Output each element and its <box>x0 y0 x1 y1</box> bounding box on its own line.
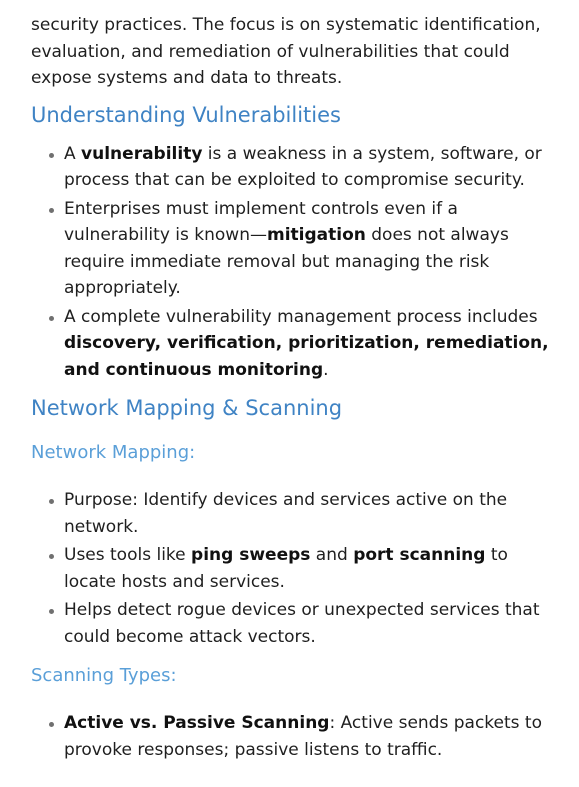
list-item <box>31 141 551 194</box>
intro-line-1: security practices. The focus is on systematic identification, <box>31 15 541 35</box>
item-text: . <box>323 359 329 380</box>
bullet-icon <box>49 208 54 213</box>
bullet-icon <box>49 499 54 504</box>
bullet-icon <box>49 554 54 559</box>
item-text: is a weakness in a system, software, or process that can be exploited to compromise security. <box>64 143 542 190</box>
list-item <box>31 542 551 595</box>
vulnerabilities-list <box>31 141 551 384</box>
item-text: A <box>64 143 82 164</box>
item-text: A complete vulnerability management process includes <box>64 306 538 327</box>
item-bold-term: mitigation <box>266 225 366 245</box>
intro-line-2: evaluation, and remediation of vulnerabilities that could <box>31 41 510 62</box>
subheading-network-mapping: Network Mapping: <box>31 442 196 463</box>
scanning-types-list <box>31 710 551 763</box>
item-text: : Active sends packets to provoke responses; passive listens to traffic. <box>64 713 542 760</box>
item-bold-term: ping sweeps <box>191 545 311 565</box>
intro-line-3: expose systems and data to threats. <box>31 68 343 88</box>
item-bold-term: port scanning <box>353 545 486 565</box>
list-item <box>31 487 551 540</box>
bullet-icon <box>49 316 54 321</box>
network-mapping-list <box>31 487 551 650</box>
section-heading-vulnerabilities: Understanding Vulnerabilities <box>31 102 341 127</box>
item-bold-term: discovery, verification, prioritization, remediation, and continuous monitoring <box>64 333 549 380</box>
item-text: Uses tools like <box>64 545 192 565</box>
bullet-icon <box>49 722 54 727</box>
list-item <box>31 304 551 384</box>
item-text: does not always require immediate removal but managing the risk appropriately. <box>64 225 509 298</box>
bullet-icon <box>49 153 54 158</box>
intro-paragraph <box>31 12 551 92</box>
item-text: Enterprises must implement controls even if a vulnerability is known— <box>64 198 458 245</box>
list-item <box>31 710 551 763</box>
list-item <box>31 196 551 302</box>
item-bold-term: vulnerability <box>81 143 203 164</box>
item-text: Helps detect rogue devices or unexpected services that could become attack vectors. <box>64 600 540 647</box>
bullet-icon <box>49 609 54 614</box>
item-text: to locate hosts and services. <box>64 545 508 592</box>
item-bold-term: Active vs. Passive Scanning <box>64 713 330 733</box>
subheading-scanning-types: Scanning Types: <box>31 665 177 686</box>
item-text: and <box>310 545 354 565</box>
section-heading-network: Network Mapping & Scanning <box>31 396 343 420</box>
item-text: Purpose: Identify devices and services active on the network. <box>64 490 508 537</box>
list-item <box>31 597 551 650</box>
